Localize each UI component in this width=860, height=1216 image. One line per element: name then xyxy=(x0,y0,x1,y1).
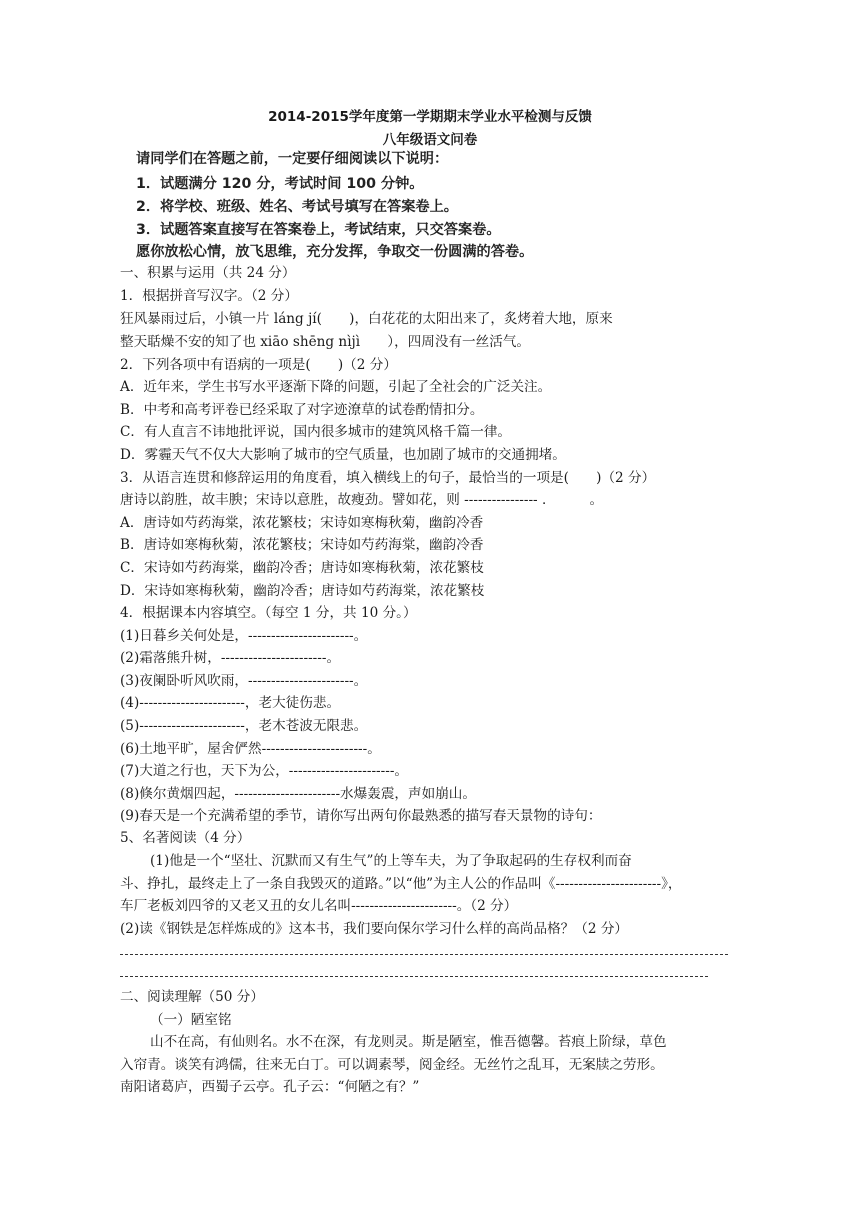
q4-stem: 4．根据课本内容填空。（每空 1 分，共 10 分。） xyxy=(120,605,417,621)
q3-stem: 3．从语言连贯和修辞运用的角度看，填入横线上的句子，最恰当的一项是( )（2 分） xyxy=(120,470,656,486)
q4-item: (9)春天是一个充满希望的季节，请你写出两句你最熟悉的描写春天景物的诗句： xyxy=(120,808,602,824)
q5-line: (1)他是一个“坚壮、沉默而又有生气”的上等车夫，为了争取起码的生存权利而奋 xyxy=(150,853,632,869)
q1-line: 整天聒燥不安的知了也 xiāo shēng nìjì ），四周没有一丝活气。 xyxy=(120,334,531,350)
q1-line: 狂风暴雨过后，小镇一片 láng jí( )，白花花的太阳出来了，炙烤着大地，原来 xyxy=(120,311,613,327)
q5-line: (2)读《钢铁是怎样炼成的》这本书，我们要向保尔学习什么样的高尚品格？（2 分） xyxy=(120,921,629,937)
q4-item: (1)日暮乡关何处是，-----------------------。 xyxy=(120,628,368,644)
section1-heading: 一、积累与运用（共 24 分） xyxy=(120,265,296,281)
q2-option: C．有人直言不讳地批评说，国内很多城市的建筑风格千篇一律。 xyxy=(120,424,512,440)
q2-option: D．雾霾天气不仅大大影响了城市的空气质量，也加剧了城市的交通拥堵。 xyxy=(120,447,566,463)
q2-option: B．中考和高考评卷已经采取了对字迹潦草的试卷酌情扣分。 xyxy=(120,402,484,418)
instruction-item: 1．试题满分 120 分，考试时间 100 分钟。 xyxy=(136,176,424,192)
exam-subtitle: 八年级语文问卷 xyxy=(382,132,478,148)
answer-line xyxy=(120,954,728,955)
q1-stem: 1．根据拼音写汉字。（2 分） xyxy=(120,288,298,304)
instructions-closing: 愿你放松心情，放飞思维，充分发挥，争取交一份圆满的答卷。 xyxy=(136,244,534,260)
q5-line: 斗、挣扎，最终走上了一条自我毁灭的道路。”以“他”为主人公的作品叫《-----------------------》， xyxy=(120,876,682,892)
exam-title: 2014-2015学年度第一学期期末学业水平检测与反馈 xyxy=(268,109,592,125)
q3-option: D．宋诗如寒梅秋菊，幽韵冷香；唐诗如芍药海棠，浓花繁枝 xyxy=(120,583,485,599)
q3-option: B．唐诗如寒梅秋菊，浓花繁枝；宋诗如芍药海棠，幽韵冷香 xyxy=(120,537,484,553)
q4-item: (8)倏尔黄烟四起，-----------------------水爆轰震，声如崩山。 xyxy=(120,786,476,802)
passage-line: 南阳诸葛庐，西蜀子云亭。孔子云：“何陋之有？” xyxy=(120,1079,420,1095)
answer-line xyxy=(120,976,708,977)
passage-line: 入帘青。谈笑有鸿儒，往来无白丁。可以调素琴，阅金经。无丝竹之乱耳，无案牍之劳形。 xyxy=(120,1057,664,1073)
q4-item: (3)夜阑卧听风吹雨，-----------------------。 xyxy=(120,673,368,689)
q2-stem: 2．下列各项中有语病的一项是( )（2 分） xyxy=(120,357,397,373)
q4-item: (2)霜落熊升树，-----------------------。 xyxy=(120,650,341,666)
q2-option: A．近年来，学生书写水平逐渐下降的问题，引起了全社会的广泛关注。 xyxy=(120,379,552,395)
passage-line: 山不在高，有仙则名。水不在深，有龙则灵。斯是陋室，惟吾德馨。苔痕上阶绿，草色 xyxy=(150,1034,667,1050)
q4-item: (4)-----------------------，老大徒伤悲。 xyxy=(120,695,341,711)
q4-item: (7)大道之行也，天下为公，-----------------------。 xyxy=(120,763,409,779)
q3-option: A．唐诗如芍药海棠，浓花繁枝；宋诗如寒梅秋菊，幽韵冷香 xyxy=(120,515,484,531)
q5-line: 车厂老板刘四爷的又老又丑的女儿名叫-----------------------。（2 分） xyxy=(120,898,518,914)
instruction-item: 3．试题答案直接写在答案卷上，考试结束，只交答案卷。 xyxy=(136,222,501,238)
instruction-item: 2．将学校、班级、姓名、考试号填写在答案卷上。 xyxy=(136,199,458,215)
q3-passage: 唐诗以韵胜，故丰腴；宋诗以意胜，故瘦劲。譬如花，则 ---------------- ． 。 xyxy=(120,492,604,508)
q5-heading: 5、名著阅读（4 分） xyxy=(120,830,251,846)
q3-option: C．宋诗如芍药海棠，幽韵冷香；唐诗如寒梅秋菊，浓花繁枝 xyxy=(120,560,484,576)
q4-item: (6)土地平旷，屋舍俨然-----------------------。 xyxy=(120,741,381,757)
section2-subheading: （一）陋室铭 xyxy=(150,1012,232,1028)
q4-item: (5)-----------------------，老木苍波无限悲。 xyxy=(120,718,368,734)
instructions-intro: 请同学们在答题之前，一定要仔细阅读以下说明： xyxy=(136,151,449,167)
section2-heading: 二、阅读理解（50 分） xyxy=(120,989,264,1005)
